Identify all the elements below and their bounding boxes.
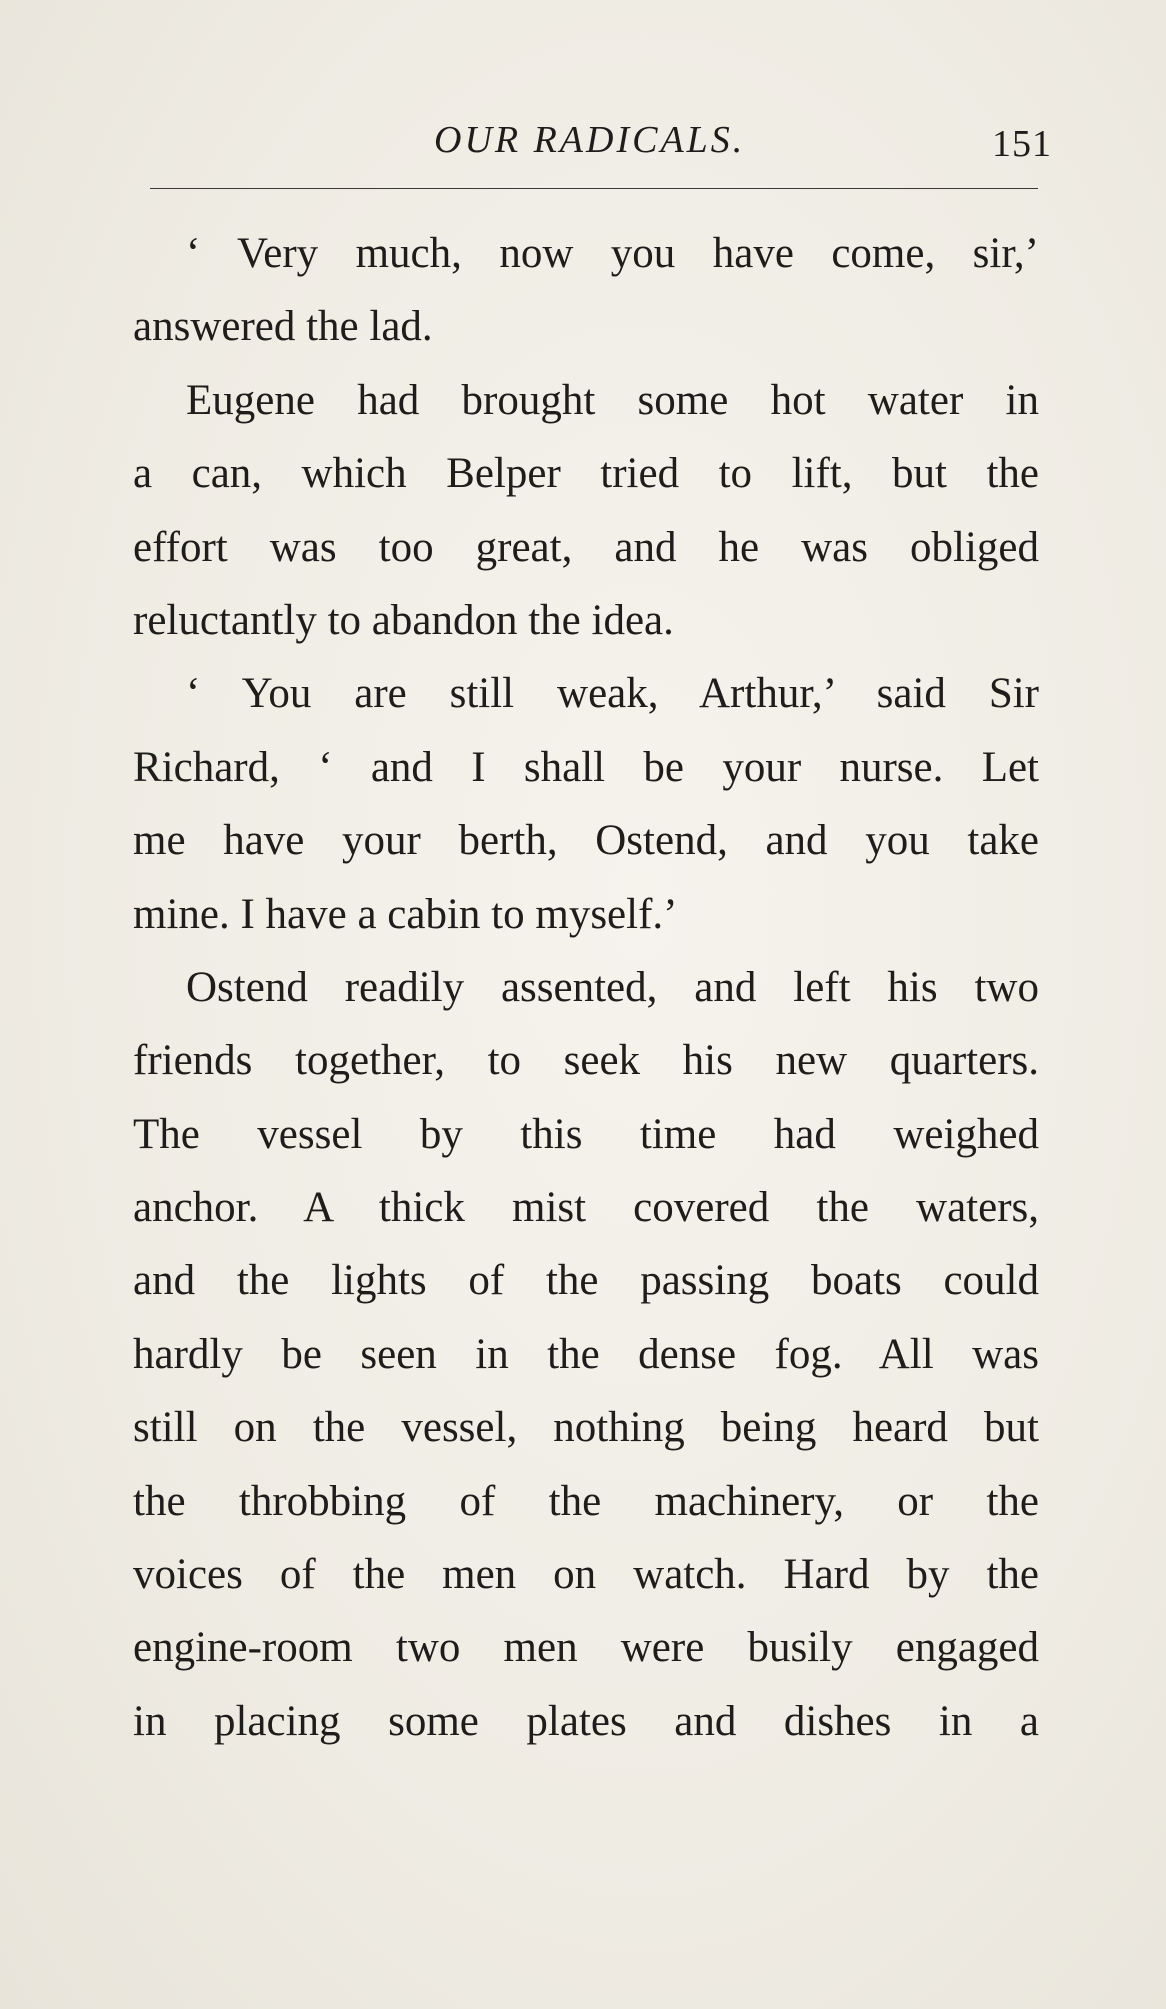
text-line: still on the vessel, nothing being heard but bbox=[133, 1404, 1039, 1452]
text-line: Eugene had brought some hot water in bbox=[186, 376, 1039, 424]
running-title: OUR RADICALS. bbox=[434, 119, 746, 161]
header-rule bbox=[150, 188, 1038, 189]
text-line: Richard, ‘ and I shall be your nurse. Let bbox=[133, 743, 1039, 791]
running-head bbox=[0, 118, 1166, 168]
text-line: ‘ You are still weak, Arthur,’ said Sir bbox=[186, 670, 1039, 718]
text-line: and the lights of the passing boats could bbox=[133, 1257, 1039, 1305]
body-text bbox=[133, 217, 1039, 1758]
text-line: effort was too great, and he was obliged bbox=[133, 523, 1039, 571]
text-line: reluctantly to abandon the idea. bbox=[133, 596, 674, 644]
text-line: in placing some plates and dishes in a bbox=[133, 1697, 1039, 1745]
text-line: The vessel by this time had weighed bbox=[133, 1110, 1039, 1158]
text-line: ‘ Very much, now you have come, sir,’ bbox=[186, 230, 1039, 277]
text-line: engine-room two men were busily engaged bbox=[133, 1624, 1039, 1672]
text-line: answered the lad. bbox=[133, 303, 433, 351]
text-line: mine. I have a cabin to myself.’ bbox=[133, 890, 678, 938]
page-number: 151 bbox=[992, 123, 1052, 165]
text-line: Ostend readily assented, and left his two bbox=[186, 963, 1039, 1011]
text-line: hardly be seen in the dense fog. All was bbox=[133, 1330, 1039, 1378]
text-line: a can, which Belper tried to lift, but the bbox=[133, 450, 1039, 498]
text-line: me have your berth, Ostend, and you take bbox=[133, 817, 1039, 865]
text-line: voices of the men on watch. Hard by the bbox=[133, 1551, 1039, 1599]
text-line: friends together, to seek his new quarters. bbox=[133, 1037, 1039, 1085]
text-line: anchor. A thick mist covered the waters, bbox=[133, 1184, 1039, 1232]
text-line: the throbbing of the machinery, or the bbox=[133, 1477, 1039, 1525]
